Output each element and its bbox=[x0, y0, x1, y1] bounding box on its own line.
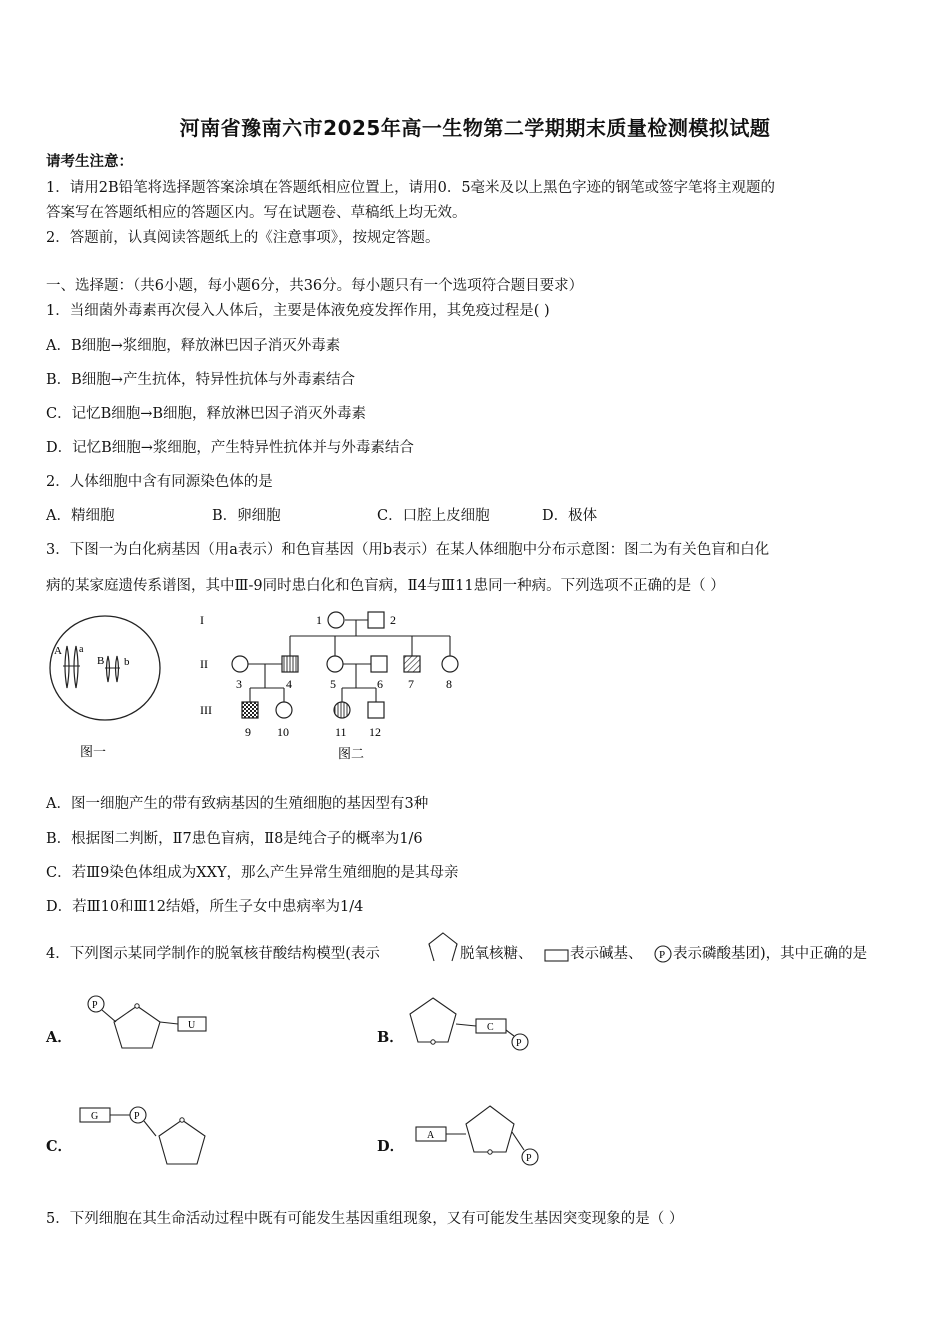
chromosome-pair-b bbox=[105, 656, 120, 682]
gene-label-b: b bbox=[124, 656, 130, 668]
notice-line-3: 2．答题前，认真阅读答题纸上的《注意事项》，按规定答题。 bbox=[46, 230, 440, 246]
option-a-phosphate: P bbox=[92, 1000, 98, 1011]
option-b-phosphate: P bbox=[516, 1038, 522, 1049]
q1-option-c: C．记忆B细胞→B细胞，释放淋巴因子消灭外毒素 bbox=[46, 406, 367, 422]
q4-option-b-model bbox=[400, 994, 540, 1060]
pedigree-individual-7 bbox=[404, 656, 420, 672]
q4-option-a-model bbox=[82, 992, 222, 1062]
q3-option-c: C．若Ⅲ9染色体组成为XXY，那么产生异常生殖细胞的是其母亲 bbox=[46, 865, 459, 881]
rectangle-icon bbox=[544, 948, 570, 964]
q3-option-d: D．若Ⅲ10和Ⅲ12结婚，所生子女中患病率为1/4 bbox=[46, 899, 364, 915]
option-c-phosphate: P bbox=[134, 1111, 140, 1122]
pedigree-individual-9 bbox=[242, 702, 258, 718]
page-title: 河南省豫南六市2025年高一生物第二学期期末质量检测模拟试题 bbox=[179, 116, 771, 140]
q2-option-a: A．精细胞 bbox=[46, 508, 115, 524]
q1-option-d: D．记忆B细胞→浆细胞，产生特异性抗体并与外毒素结合 bbox=[46, 440, 414, 456]
pedigree-label-4: 4 bbox=[286, 677, 292, 691]
pentagon-icon bbox=[426, 930, 460, 964]
option-d-base: A bbox=[427, 1130, 435, 1141]
q4-option-a-label: A． bbox=[46, 1029, 72, 1046]
phosphate-circle-icon bbox=[653, 944, 673, 964]
phosphate-symbol: P bbox=[659, 949, 666, 961]
pedigree-label-10: 10 bbox=[277, 725, 289, 739]
q3-stem-line-1: 3．下图一为白化病基因（用a表示）和色盲基因（用b表示）在某人体细胞中分布示意图：图二为有关色盲和白化 bbox=[46, 542, 770, 558]
pedigree-individual-1 bbox=[328, 612, 344, 628]
q3-stem-line-2: 病的某家庭遗传系谱图，其中Ⅲ-9同时患白化和色盲病，Ⅱ4与Ⅲ11患同一种病。下列选项不正确的是（ ） bbox=[46, 578, 725, 594]
pedigree-label-9: 9 bbox=[245, 725, 251, 739]
figure-2-caption: 图二 bbox=[338, 746, 365, 761]
q2-stem: 2．人体细胞中含有同源染色体的是 bbox=[46, 474, 273, 490]
option-b-base: C bbox=[487, 1022, 494, 1033]
pedigree-individual-8 bbox=[442, 656, 458, 672]
chromosome-pair-a bbox=[63, 646, 80, 688]
option-d-phosphate: P bbox=[526, 1153, 532, 1164]
q3-option-a: A．图一细胞产生的带有致病基因的生殖细胞的基因型有3种 bbox=[46, 796, 429, 812]
pedigree-individual-11 bbox=[334, 702, 350, 718]
generation-label-I: I bbox=[200, 613, 204, 627]
notice-heading: 请考生注意： bbox=[46, 153, 133, 170]
gene-label-A: A bbox=[54, 645, 62, 657]
q2-option-c: C．口腔上皮细胞 bbox=[377, 508, 490, 524]
pedigree-label-2: 2 bbox=[390, 613, 396, 627]
notice-line-1: 1．请用2B铅笔将选择题答案涂填在答题纸相应位置上，请用0．5毫米及以上黑色字迹的钢笔或签字笔将主观题的 bbox=[46, 180, 776, 196]
pedigree-individual-4 bbox=[282, 656, 298, 672]
q3-figure-1 bbox=[40, 612, 190, 772]
gene-label-B: B bbox=[97, 655, 105, 667]
generation-label-III: III bbox=[200, 703, 212, 717]
q1-stem: 1．当细菌外毒素再次侵入人体后，主要是体液免疫发挥作用，其免疫过程是( ) bbox=[46, 303, 550, 319]
pedigree-label-3: 3 bbox=[236, 677, 242, 691]
pedigree-label-12: 12 bbox=[369, 725, 381, 739]
q4-option-c-label: C． bbox=[46, 1138, 73, 1155]
pedigree-individual-2 bbox=[368, 612, 384, 628]
q2-option-d: D．极体 bbox=[542, 508, 598, 524]
pedigree-label-7: 7 bbox=[408, 677, 414, 691]
section-heading: 一、选择题：（共6小题，每小题6分，共36分。每小题只有一个选项符合题目要求） bbox=[46, 278, 584, 294]
q5-stem: 5．下列细胞在其生命活动过程中既有可能发生基因重组现象，又有可能发生基因突变现象的是（ ） bbox=[46, 1211, 684, 1227]
pedigree-label-11: 11 bbox=[335, 725, 347, 739]
notice-line-2: 答案写在答题纸相应的答题区内。写在试题卷、草稿纸上均无效。 bbox=[46, 205, 467, 221]
q4-option-d-label: D． bbox=[377, 1138, 405, 1155]
pedigree-label-5: 5 bbox=[330, 677, 336, 691]
option-c-base: G bbox=[91, 1111, 99, 1122]
q4-stem-part-2: 脱氧核糖、 bbox=[460, 946, 533, 962]
q4-stem-part-1: 4．下列图示某同学制作的脱氧核苷酸结构模型(表示 bbox=[46, 946, 380, 962]
pedigree-individual-6 bbox=[371, 656, 387, 672]
q4-option-d-model bbox=[400, 1098, 550, 1170]
option-a-base: U bbox=[188, 1020, 196, 1031]
figure-1-caption: 图一 bbox=[80, 744, 107, 759]
q4-option-b-label: B． bbox=[377, 1029, 404, 1046]
q3-option-b: B．根据图二判断，Ⅱ7患色盲病，Ⅱ8是纯合子的概率为1/6 bbox=[46, 831, 423, 847]
q2-option-b: B．卵细胞 bbox=[212, 508, 281, 524]
pedigree-label-8: 8 bbox=[446, 677, 452, 691]
pedigree-individual-12 bbox=[368, 702, 384, 718]
q1-option-a: A．B细胞→浆细胞，释放淋巴因子消灭外毒素 bbox=[46, 338, 341, 354]
q1-option-b: B．B细胞→产生抗体，特异性抗体与外毒素结合 bbox=[46, 372, 355, 388]
pedigree-individual-10 bbox=[276, 702, 292, 718]
pedigree-individual-3 bbox=[232, 656, 248, 672]
pedigree-individual-5 bbox=[327, 656, 343, 672]
pedigree-label-6: 6 bbox=[377, 677, 383, 691]
q4-stem-part-3: 表示碱基、 bbox=[570, 946, 643, 962]
q4-stem-part-4: 表示磷酸基团)，其中正确的是 bbox=[673, 946, 868, 962]
q3-figure-2-pedigree bbox=[190, 606, 470, 771]
q4-option-c-model bbox=[78, 1102, 218, 1172]
gene-label-a: a bbox=[79, 644, 84, 655]
pedigree-label-1: 1 bbox=[316, 613, 322, 627]
generation-label-II: II bbox=[200, 657, 208, 671]
